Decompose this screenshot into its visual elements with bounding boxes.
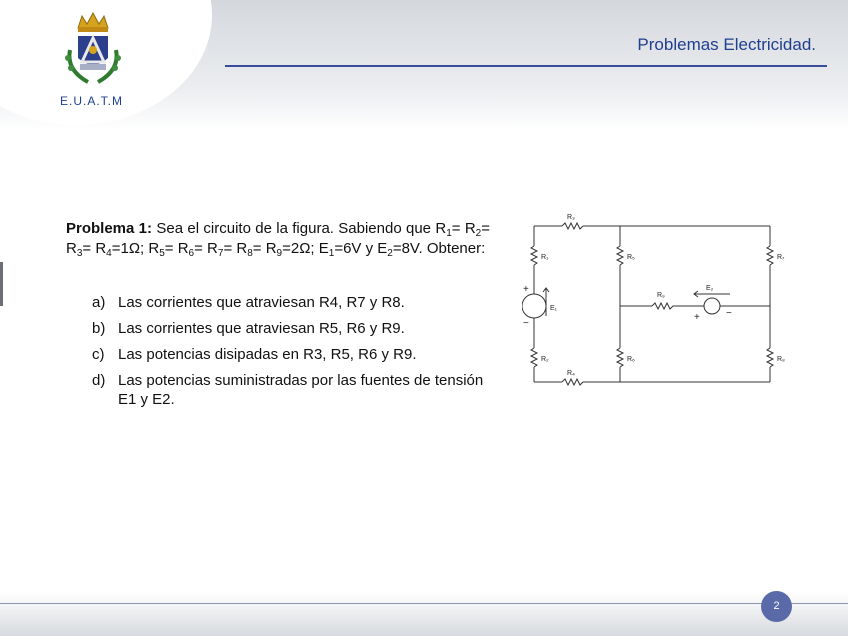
problem-heading: Problema 1:: [66, 220, 153, 237]
label-r3: R₃: [567, 214, 575, 221]
e1-source-icon: [522, 294, 546, 318]
label-r8: R₈: [777, 356, 785, 363]
label-r6: R₆: [627, 356, 635, 363]
label-r9: R₉: [657, 292, 665, 299]
label-r1: R₁: [541, 254, 549, 261]
label-r4: R₄: [567, 370, 575, 377]
circuit-diagram: [522, 208, 798, 398]
label-e2: E₂: [706, 285, 714, 292]
list-item: c) Las potencias disipadas en R3, R5, R6 y R9.: [92, 346, 417, 363]
label-r2: R₂: [541, 356, 549, 363]
question-list: [92, 293, 492, 416]
e2-source-icon: [704, 298, 720, 314]
list-item: b) Las corrientes que atraviesan R5, R6 y R9.: [92, 320, 405, 337]
title-divider: [225, 65, 827, 67]
label-r7: R₇: [777, 254, 785, 261]
problem-statement: Problema 1: Sea el circuito de la figura. Sabiendo que $R_1= R_2= R_3= R_4=1\Omega$; $R_5= R_6= R_7= R_8= R_9=2\Omega$; $E_1=6V$ y $E_2=8V$. Obtener:: [66, 220, 490, 259]
e1-plus-label: +: [523, 284, 529, 295]
side-marker: [0, 262, 3, 306]
page-title: Problemas Electricidad.: [637, 35, 816, 54]
label-r5: R₅: [627, 254, 635, 261]
footer-divider: [0, 603, 848, 604]
e2-minus-label: −: [726, 308, 732, 319]
label-e1: E₁: [550, 305, 558, 312]
page-number-badge: 2: [761, 591, 792, 622]
list-item: d) Las potencias suministradas por las fuentes de tensión E1 y E2.: [92, 372, 484, 408]
e1-minus-label: −: [523, 318, 529, 329]
org-name: E.U.A.T.M: [60, 94, 124, 108]
list-item: a) Las corrientes que atraviesan R4, R7 y R8.: [92, 294, 405, 311]
footer-band: [0, 592, 848, 636]
emblem-logo: [58, 10, 128, 90]
e2-plus-label: +: [694, 312, 700, 323]
